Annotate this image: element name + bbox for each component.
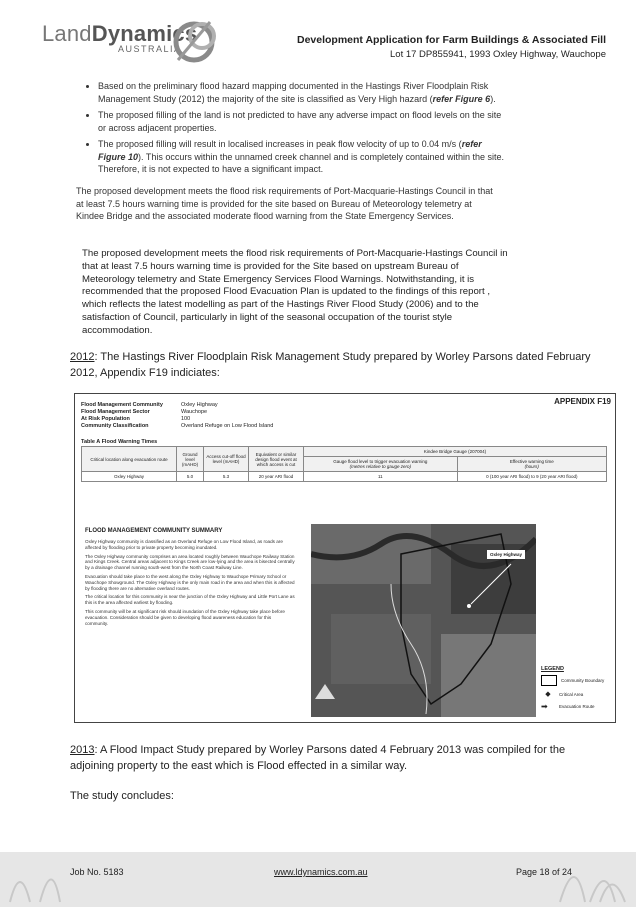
document-subtitle: Lot 17 DP855941, 1993 Oxley Highway, Wauchope <box>390 49 606 60</box>
community-meta: Flood Management Community Oxley Highway Flood Management Sector Wauchope At Risk Population 100 Community Classification Overland Refuge on Low Flood Island <box>81 402 274 429</box>
footer-website-link[interactable]: www.ldynamics.com.au <box>274 867 368 877</box>
aerial-map <box>311 524 536 717</box>
arrow-icon: ➡ <box>541 702 548 711</box>
table-header: Critical location along evacuation route <box>82 447 177 472</box>
footer-page-number: Page 18 of 24 <box>516 867 573 877</box>
company-logo-icon <box>170 12 222 68</box>
quoted-bullet-list <box>76 80 508 180</box>
footer-background <box>0 852 636 907</box>
appendix-label: APPENDIX F19 <box>554 397 611 406</box>
list-item: • The proposed filling of the land is not predicted to have any adverse impact on flood levels on the site or across adjacent properties. <box>98 109 508 134</box>
section-2012-paragraph: 2012: The Hastings River Floodplain Risk Management Study prepared by Worley Parsons dated February 2012, Appendix F19 indiciates: <box>70 351 591 379</box>
diamond-icon: ◆ <box>545 691 551 698</box>
table-group-header: Kindee Bridge Gauge (207004) <box>304 447 607 457</box>
table-header: Effective warning time (hours) <box>457 457 606 472</box>
table-header: Gauge flood level to trigger evacuation warning (metres relative to gauge zero) <box>304 457 458 472</box>
list-item: • The proposed filling will result in localised increases in peak flow velocity of up to 0.04 m/s (refer Figure 10). This occurs within the unnamed creek channel and is completely contained within the site. Therefore, it is not expected to have a significant impact. <box>98 138 508 176</box>
table-title: Table A Flood Warning Times <box>81 439 158 445</box>
document-title: Development Application for Farm Buildings & Associated Fill <box>296 34 606 46</box>
list-item: • Based on the preliminary flood hazard mapping documented in the Hastings River Floodplain Risk Management Study (2012) the majority of the site is classified as Very High hazard (refer Figure 6). <box>98 80 508 105</box>
map-legend: LEGEND Community Boundary ◆ Critical Area ➡ Evacuation Route <box>541 666 605 711</box>
table-header: Access cut-off flood level (mAHD) <box>204 447 249 472</box>
map-label: Oxley Highway <box>487 550 525 559</box>
table-row: Oxley Highway 5.0 5.3 20 year ARI flood 11 0 (100 year ARI flood) to 9 (20 year ARI flood) <box>82 472 607 482</box>
summary-title: FLOOD MANAGEMENT COMMUNITY SUMMARY <box>85 528 223 534</box>
boundary-icon <box>541 675 557 686</box>
study-concludes-text: The study concludes: <box>70 790 174 802</box>
quoted-paragraph-1: The proposed development meets the flood risk requirements of Port-Macquarie-Hastings Council in that at least 7.5 hours warning time is provided for the site based on Bureau of Meteorology telemetry at Kindee Bridge and the associated moderate flood warning from the State Emergency Services. <box>76 186 493 221</box>
table-header: Ground level (mAHD) <box>177 447 204 472</box>
company-logo-text: LandDynamics <box>42 21 198 46</box>
table-header: Equivalent or similar design flood event at which access is cut <box>249 447 304 472</box>
summary-text: Oxley Highway community is classified as an Overland Refuge on Low Flood Island, as roads are affected by flooding prior to private property becoming inundated. The Oxley Highway community comprises an area located roughly between Wauchope Railway Station and Kings Creek. Central areas adjacent to Kings Creek are low-lying and the area is bisected centrally by a drainage channel running south-west from the North Coast Railway Line. Evacuation should take place to the west along the Oxley Highway to Wauchope Primary School or Wauchope Showground. The Oxley Highway is the only main road in the area and when this is affected by flooding there are no alternative overland routes. The critical location for this community is near the junction of the Oxley Highway and Little Port Lane as this is the area affected earliest by flooding. This community will be at significant risk should inundation of the Oxley Highway take place before evacuation. Consideration should be given to developing flood awareness education for this community. <box>85 539 295 626</box>
footer-job-number: Job No. 5183 <box>70 867 124 877</box>
appendix-figure <box>74 393 616 723</box>
section-2013-paragraph: 2013: A Flood Impact Study prepared by Worley Parsons dated 4 February 2013 was compiled for the adjoining property to the east which is Flood effected in a similar way. <box>70 744 566 772</box>
company-logo-subtitle: AUSTRALIA <box>118 44 182 54</box>
quoted-paragraph-2: The proposed development meets the flood risk requirements of Port-Macquarie-Hastings Council in that at least 7.5 hours warning time is provided for the Site based on upstream Bureau of Meteorology telemetry and State Emergency Services Flood Warnings. Notwithstanding, it is recommended that the proposed Flood Evacuation Plan is updated to the findings of this report , which reflects the latest modelling as part of the Hastings River Flood Study (2006) and to the satisfaction of Council, particularly in light of the seasonal occupation of the tourist style accommodation. <box>82 248 508 336</box>
flood-warning-table <box>81 446 607 482</box>
